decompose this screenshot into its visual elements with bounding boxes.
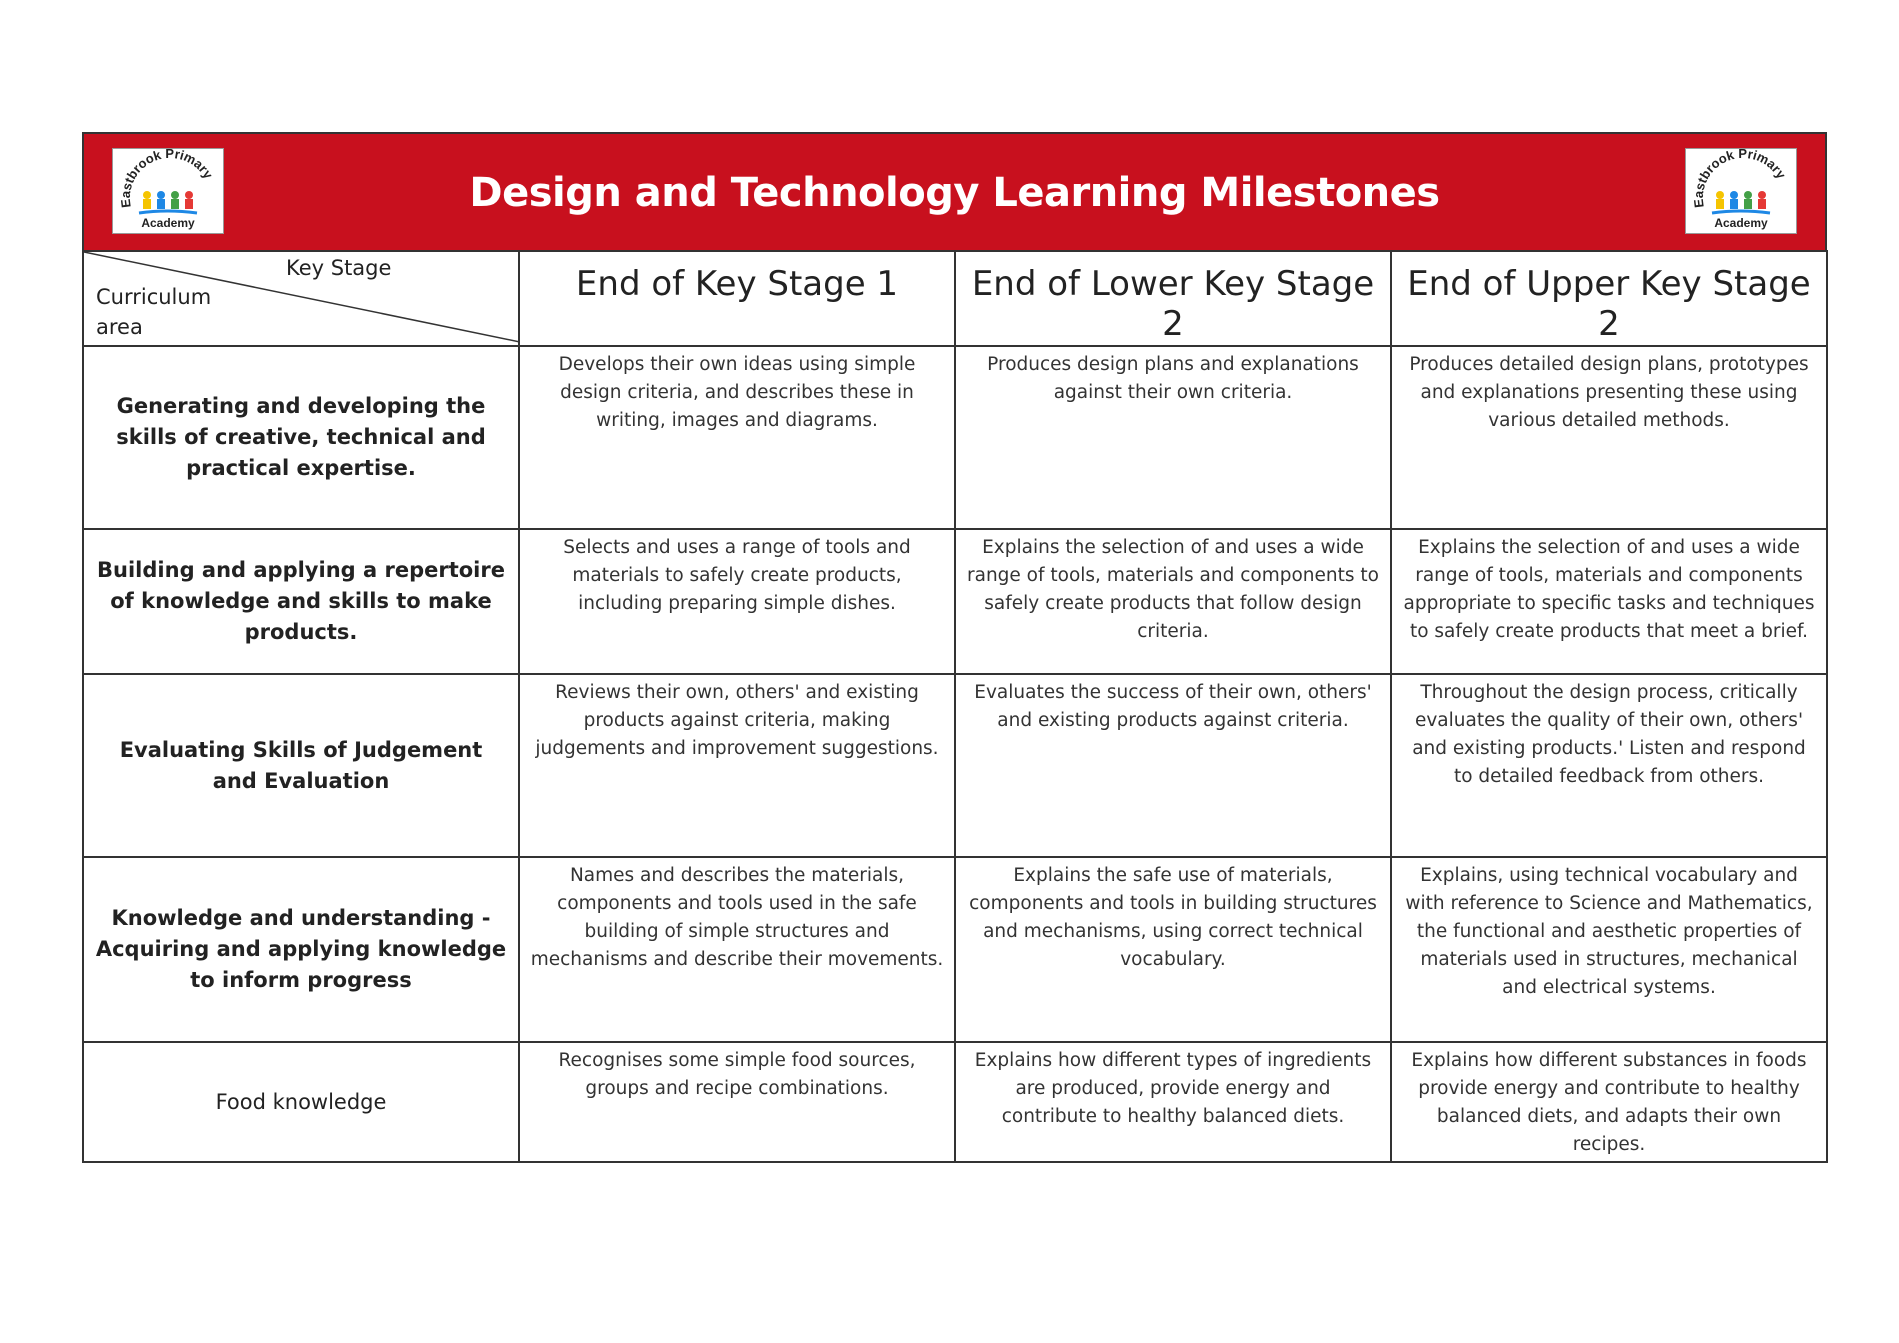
milestone-cell: Recognises some simple food sources, groups and recipe combinations. (519, 1042, 955, 1162)
row-header: Building and applying a repertoire of knowledge and skills to make products. (83, 529, 519, 674)
column-header-ks1: End of Key Stage 1 (519, 251, 955, 346)
header-row (83, 251, 1827, 346)
milestone-cell: Explains, using technical vocabulary and with reference to Science and Mathematics, the functional and aesthetic properties of materials used in structures, mechanical and electrical systems. (1391, 857, 1827, 1042)
milestone-cell: Explains the safe use of materials, components and tools in building structures and mechanisms, using correct technical vocabulary. (955, 857, 1391, 1042)
title-banner (82, 132, 1827, 250)
milestone-cell: Explains how different substances in foods provide energy and contribute to healthy balanced diets, and adapts their own recipes. (1391, 1042, 1827, 1162)
svg-text:Academy: Academy (141, 216, 195, 230)
milestone-cell: Develops their own ideas using simple design criteria, and describes these in writing, images and diagrams. (519, 346, 955, 529)
row-header: Knowledge and understanding - Acquiring and applying knowledge to inform progress (83, 857, 519, 1042)
svg-text:Eastbrook Primary: Eastbrook Primary (1690, 149, 1789, 209)
milestone-cell: Explains the selection of and uses a wide range of tools, materials and components appropriate to specific tasks and techniques to safely create products that meet a brief. (1391, 529, 1827, 674)
corner-header (83, 251, 519, 346)
table-row (83, 1042, 1827, 1162)
svg-text:Eastbrook Primary: Eastbrook Primary (117, 149, 216, 209)
milestone-cell: Explains how different types of ingredients are produced, provide energy and contribute to healthy balanced diets. (955, 1042, 1391, 1162)
row-header: Food knowledge (83, 1042, 519, 1162)
page-title: Design and Technology Learning Milestones (469, 170, 1440, 216)
column-header-uks2: End of Upper Key Stage 2 (1391, 251, 1827, 346)
table-row (83, 346, 1827, 529)
column-header-lks2: End of Lower Key Stage 2 (955, 251, 1391, 346)
milestone-cell: Reviews their own, others' and existing products against criteria, making judgements and improvement suggestions. (519, 674, 955, 857)
key-stage-label: Key Stage (286, 256, 392, 280)
row-header: Generating and developing the skills of creative, technical and practical expertise. (83, 346, 519, 529)
milestones-sheet (82, 132, 1827, 1163)
curriculum-area-label: Curriculum area (96, 285, 212, 339)
svg-text:Academy: Academy (1714, 216, 1768, 230)
school-logo-right (1685, 148, 1797, 234)
milestone-cell: Produces design plans and explanations against their own criteria. (955, 346, 1391, 529)
milestone-cell: Produces detailed design plans, prototypes and explanations presenting these using various detailed methods. (1391, 346, 1827, 529)
milestones-table (82, 250, 1828, 1163)
table-row (83, 674, 1827, 857)
table-row (83, 857, 1827, 1042)
milestone-cell: Evaluates the success of their own, others' and existing products against criteria. (955, 674, 1391, 857)
milestone-cell: Names and describes the materials, components and tools used in the safe building of simple structures and mechanisms and describe their movements. (519, 857, 955, 1042)
milestone-cell: Selects and uses a range of tools and materials to safely create products, including preparing simple dishes. (519, 529, 955, 674)
milestone-cell: Throughout the design process, critically evaluates the quality of their own, others' and existing products.' Listen and respond to detailed feedback from others. (1391, 674, 1827, 857)
milestone-cell: Explains the selection of and uses a wide range of tools, materials and components to safely create products that follow design criteria. (955, 529, 1391, 674)
table-row (83, 529, 1827, 674)
row-header: Evaluating Skills of Judgement and Evaluation (83, 674, 519, 857)
